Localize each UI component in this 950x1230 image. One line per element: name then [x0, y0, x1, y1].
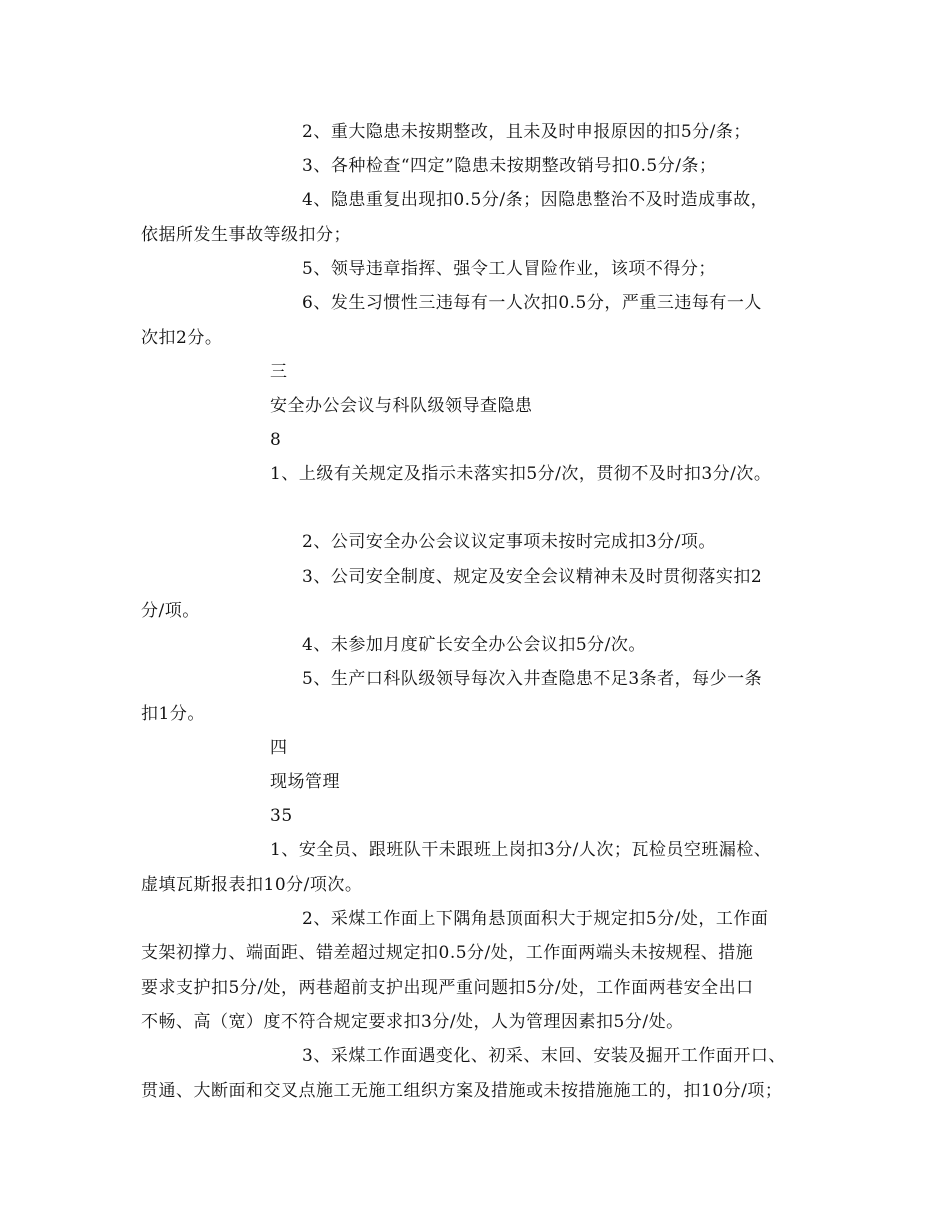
text-line: 扣1分。: [141, 704, 205, 724]
text-line: 6、发生习惯性三违每有一人次扣0.5分，严重三违每有一人: [302, 293, 762, 313]
text-line: 2、重大隐患未按期整改，且未及时申报原因的扣5分/条；: [302, 122, 751, 142]
text-line: 依据所发生事故等级扣分；: [141, 225, 351, 245]
text-line: 3、采煤工作面遇变化、初采、末回、安装及掘开工作面开口、: [302, 1046, 786, 1066]
text-line: 贯通、大断面和交叉点施工无施工组织方案及措施或未按措施施工的，扣10分/项；: [141, 1081, 783, 1101]
text-line: 5、生产口科队级领导每次入井查隐患不足3条者，每少一条: [302, 669, 763, 689]
text-line: 分/项。: [141, 601, 200, 621]
text-line: 虚填瓦斯报表扣10分/项次。: [141, 875, 363, 895]
text-line: 1、上级有关规定及指示未落实扣5分/次，贯彻不及时扣3分/次。: [270, 464, 772, 484]
text-line: 2、采煤工作面上下隅角悬顶面积大于规定扣5分/处，工作面: [302, 909, 769, 929]
text-line: 次扣2分。: [141, 328, 223, 348]
text-line: 3、公司安全制度、规定及安全会议精神未及时贯彻落实扣2: [302, 567, 763, 587]
section-number: 三: [270, 362, 288, 382]
text-line: 不畅、高（宽）度不符合规定要求扣3分/处，人为管理因素扣5分/处。: [141, 1012, 684, 1032]
text-line: 1、安全员、跟班队干未跟班上岗扣3分/人次；瓦检员空班漏检、: [270, 840, 772, 860]
text-line: 支架初撑力、端面距、错差超过规定扣0.5分/处，工作面两端头未按规程、措施: [141, 943, 754, 963]
text-line: 4、未参加月度矿长安全办公会议扣5分/次。: [302, 635, 646, 655]
section-title: 安全办公会议与科队级领导查隐患: [270, 396, 533, 416]
section-score: 35: [270, 806, 293, 826]
text-line: 3、各种检查“四定”隐患未按期整改销号扣0.5分/条；: [302, 156, 717, 176]
text-line: 2、公司安全办公会议议定事项未按时完成扣3分/项。: [302, 532, 716, 552]
text-line: 5、领导违章指挥、强令工人冒险作业，该项不得分；: [302, 259, 716, 279]
section-title: 现场管理: [270, 772, 340, 792]
section-score: 8: [270, 430, 282, 450]
section-number: 四: [270, 738, 288, 758]
text-line: 要求支护扣5分/处，两巷超前支护出现严重问题扣5分/处，工作面两巷安全出口: [141, 978, 754, 998]
text-line: 4、隐患重复出现扣0.5分/条；因隐患整治不及时造成事故，: [302, 190, 769, 210]
